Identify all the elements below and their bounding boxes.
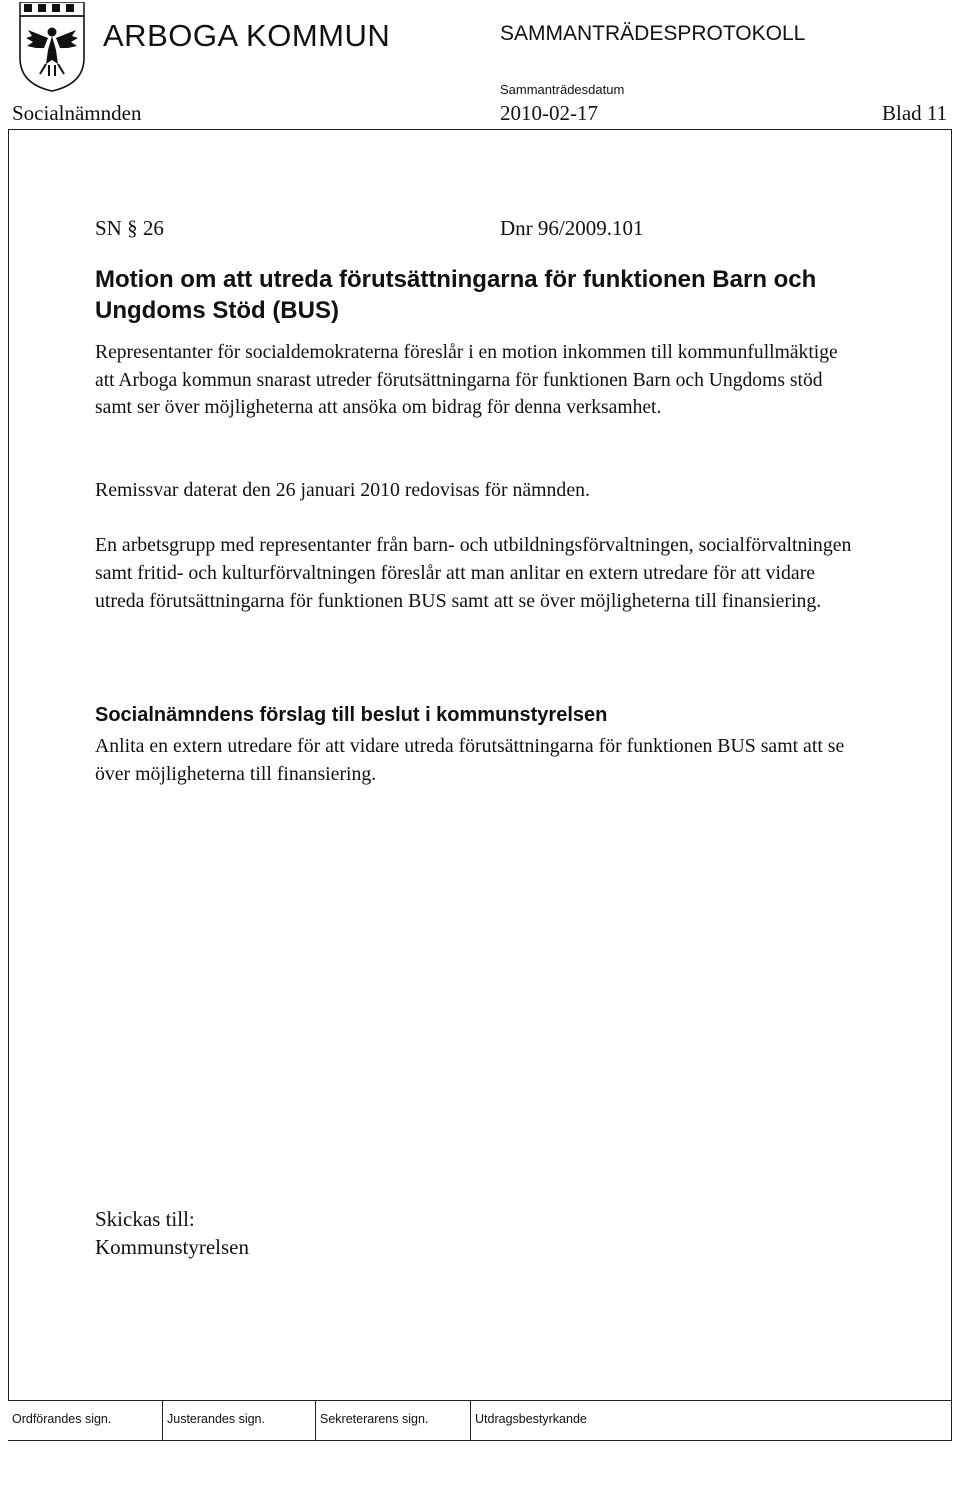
sent-to-recipient: Kommunstyrelsen xyxy=(95,1235,249,1259)
body-paragraph: Representanter för socialdemokraterna föreslår i en motion inkommen till kommunfullmäktige att Arboga kommun snarast utreder förutsättningarna för funktionen Barn och Ungdoms stöd samt ser över möjligheterna att ansöka om bidrag för denna verksamhet. xyxy=(95,342,838,418)
signature-label-secretary: Sekreterarens sign. xyxy=(320,1412,429,1426)
organization-name: ARBOGA KOMMUN xyxy=(103,18,391,53)
signature-label-chair: Ordförandes sign. xyxy=(12,1412,112,1426)
registration-number: Dnr 96/2009.101 xyxy=(500,216,644,240)
body-paragraph: Remissvar daterat den 26 januari 2010 redovisas för nämnden. xyxy=(95,479,590,501)
sent-to-label: Skickas till: xyxy=(95,1207,195,1231)
committee-name: Socialnämnden xyxy=(12,101,142,125)
page-number: Blad 11 xyxy=(882,101,948,125)
signature-label-certification: Utdragsbestyrkande xyxy=(475,1412,587,1426)
meeting-date-label: Sammanträdesdatum xyxy=(500,82,625,97)
body-paragraph: En arbetsgrupp med representanter från barn- och utbildningsförvaltningen, socialförvaltningen samt fritid- och kulturförvaltningen föreslår att man anlitar en extern utredare för att vidare utreda förutsättningarna för funktionen BUS samt att se över möjligheterna till finansiering. xyxy=(95,534,852,612)
signature-label-adjuster: Justerandes sign. xyxy=(167,1412,265,1426)
decision-heading: Socialnämndens förslag till beslut i kommunstyrelsen xyxy=(95,704,608,726)
case-number: SN § 26 xyxy=(95,216,164,240)
decision-text: Anlita en extern utredare för att vidare utreda förutsättningarna för funktionen BUS samt att se över möjligheterna till finansiering. xyxy=(95,735,845,785)
case-title: Motion om att utreda förutsättningarna för funktionen Barn och Ungdoms Stöd (BUS) xyxy=(95,266,817,324)
meeting-date: 2010-02-17 xyxy=(500,101,598,125)
document-type: SAMMANTRÄDESPROTOKOLL xyxy=(500,22,806,45)
coat-of-arms-eagle-icon xyxy=(18,2,86,92)
